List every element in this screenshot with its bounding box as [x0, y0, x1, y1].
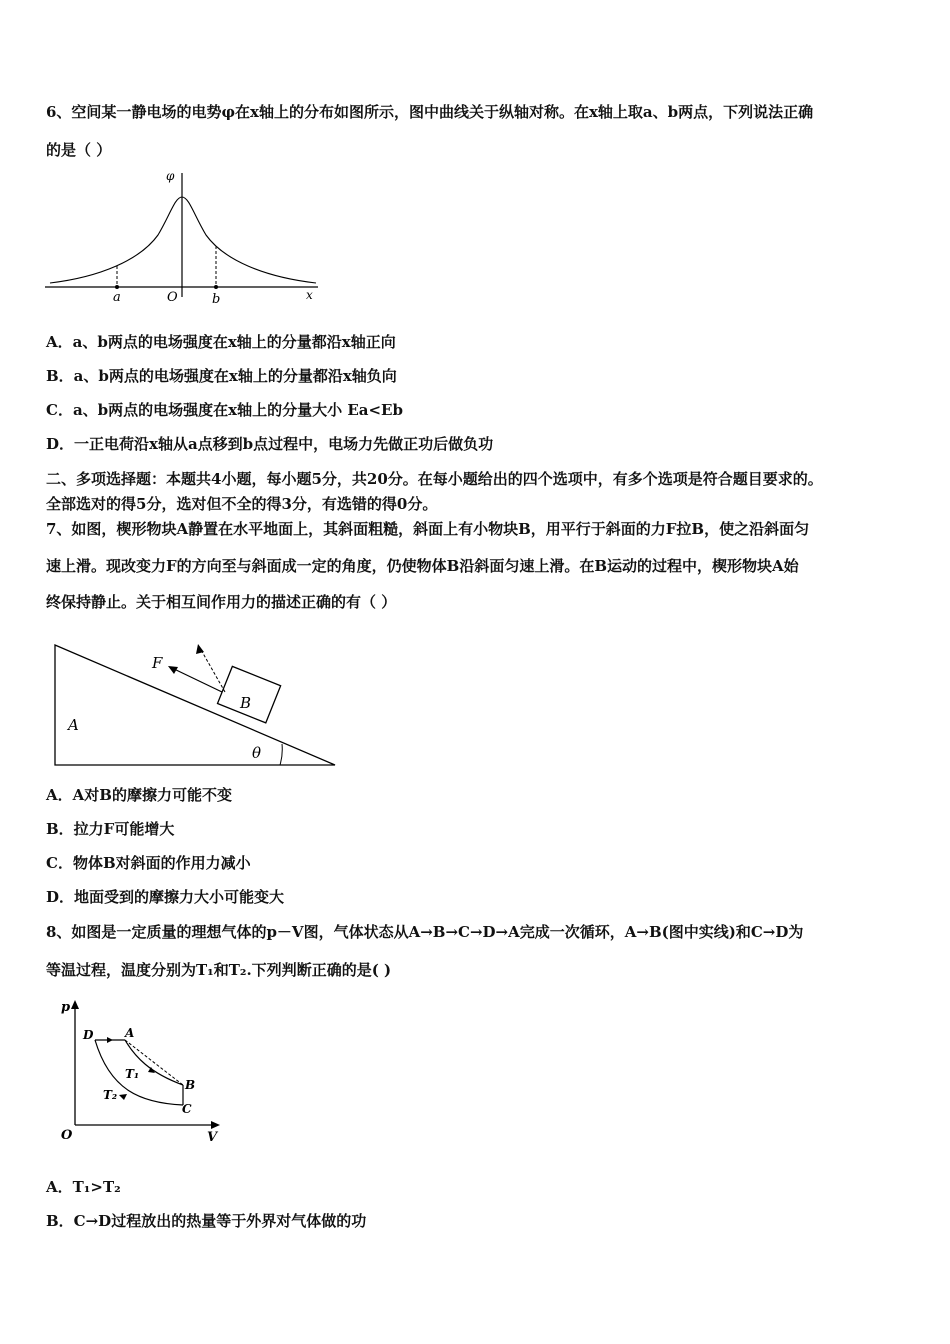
q7-stem-line2: 速上滑。现改变力F的方向至与斜面成一定的角度，仍使物体B沿斜面匀速上滑。在B运动的过程中，楔形物块A始: [46, 557, 799, 575]
section2-line2: 全部选对的得5分，选对但不全的得3分，有选错的得0分。: [46, 495, 438, 513]
v-arrowhead: [211, 1121, 220, 1129]
label-T2: T₂: [103, 1088, 118, 1102]
dashed-force-arrow: [200, 648, 225, 692]
q6-option-b: B．a、b两点的电场强度在x轴上的分量都沿x轴负向: [46, 367, 397, 385]
q8-stem-line1: 8、如图是一定质量的理想气体的p－V图，气体状态从A→B→C→D→A完成一次循环，A→B(图中实线)和C→D为: [46, 923, 804, 941]
point-a: [115, 285, 119, 289]
label-B: B: [185, 1078, 196, 1092]
arrow-D-A: [107, 1037, 113, 1043]
q8-pv-diagram: [55, 995, 245, 1145]
label-theta: θ: [252, 744, 262, 762]
p-label: p: [61, 1000, 71, 1015]
q6-potential-graph: [40, 165, 330, 310]
label-B: B: [240, 694, 252, 712]
point-b: [214, 285, 218, 289]
origin-label: O: [167, 290, 178, 305]
a-label: a: [113, 290, 121, 305]
q7-stem-line3: 终保持静止。关于相互间作用力的描述正确的有（ ）: [46, 593, 397, 611]
q6-stem-line2: 的是（ ）: [46, 141, 112, 159]
q6-option-d: D．一正电荷沿x轴从a点移到b点过程中，电场力先做正功后做负功: [46, 435, 494, 453]
phi-label: φ: [166, 169, 175, 183]
theta-arc: [280, 744, 282, 765]
v-label: V: [207, 1130, 218, 1145]
label-A: A: [125, 1026, 135, 1040]
x-label: x: [306, 288, 313, 302]
q7-option-b: B．拉力F可能增大: [46, 820, 175, 838]
q7-option-a: A．A对B的摩擦力可能不变: [46, 786, 232, 804]
origin-label: O: [61, 1128, 73, 1143]
label-F: F: [152, 654, 163, 672]
q6-stem-line1: 6、空间某一静电场的电势φ在x轴上的分布如图所示，图中曲线关于纵轴对称。在x轴上取a、b两点，下列说法正确: [46, 103, 814, 121]
q7-option-d: D．地面受到的摩擦力大小可能变大: [46, 888, 285, 906]
force-F-arrow: [172, 668, 222, 692]
q7-option-c: C．物体B对斜面的作用力减小: [46, 854, 251, 872]
q7-stem-line1: 7、如图，楔形物块A静置在水平地面上，其斜面粗糙，斜面上有小物块B，用平行于斜面的力F拉B，使之沿斜面匀: [46, 520, 810, 538]
q7-wedge-diagram: [50, 640, 340, 770]
q6-option-a: A．a、b两点的电场强度在x轴上的分量都沿x轴正向: [46, 333, 396, 351]
arrow-C-D: [119, 1094, 127, 1100]
q8-stem-line2: 等温过程，温度分别为T₁和T₂.下列判断正确的是( ): [46, 961, 392, 979]
label-T1: T₁: [125, 1067, 140, 1081]
p-arrowhead: [71, 1000, 79, 1009]
label-A: A: [68, 716, 79, 734]
b-label: b: [212, 292, 221, 307]
q6-option-c: C．a、b两点的电场强度在x轴上的分量大小 Ea<Eb: [46, 401, 403, 419]
q8-option-b: B．C→D过程放出的热量等于外界对气体做的功: [46, 1212, 367, 1230]
wedge-A: [55, 645, 335, 765]
label-D: D: [83, 1028, 94, 1042]
label-C: C: [182, 1102, 192, 1116]
potential-curve: [50, 197, 316, 283]
section2-line1: 二、多项选择题：本题共4小题，每小题5分，共20分。在每小题给出的四个选项中，有多个选项是符合题目要求的。: [46, 470, 823, 488]
q8-option-a: A．T₁>T₂: [46, 1178, 121, 1196]
